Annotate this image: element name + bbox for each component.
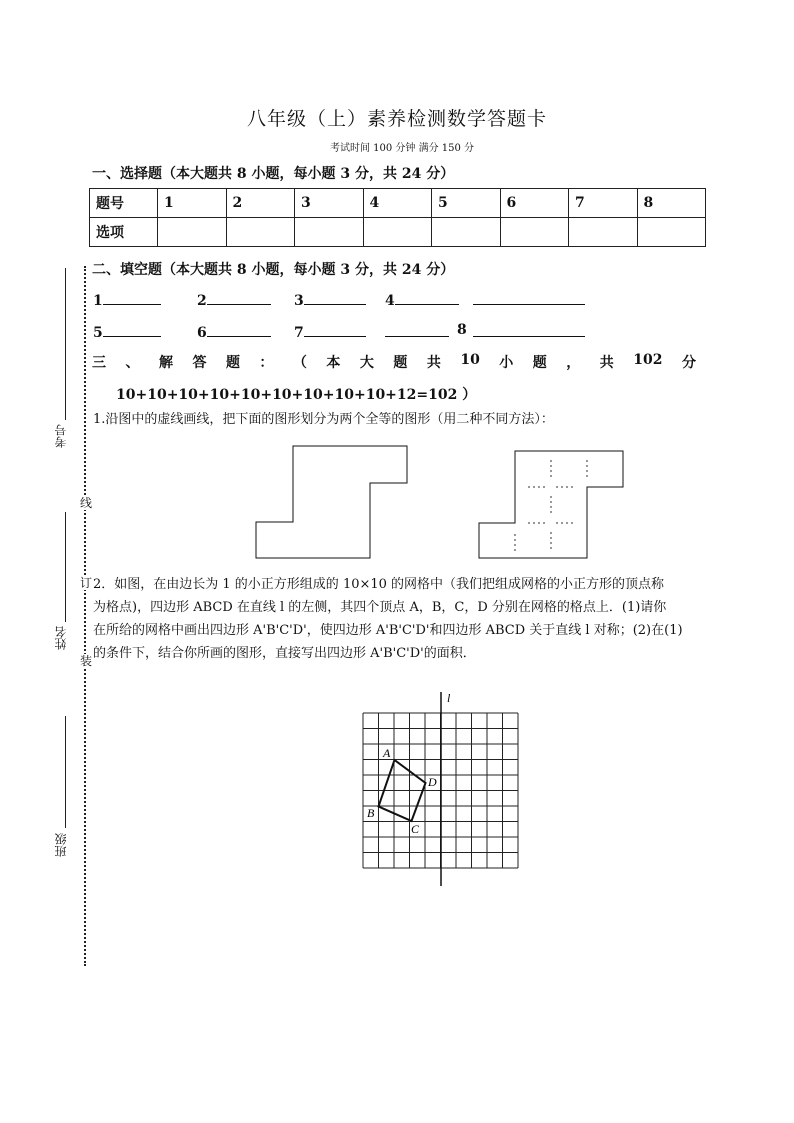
question-2-line-2: 为格点)，四边形 ABCD 在直线 l 的左侧，其四个顶点 A，B，C，D 分别在网格的格点上．(1)请你 (93, 600, 667, 615)
row-label-choice: 选项 (90, 218, 158, 247)
heading-char: 共 (426, 355, 441, 371)
blank-number: 3 (294, 293, 304, 309)
blank-number: 8 (457, 322, 467, 338)
heading-char: ： (259, 355, 274, 371)
heading-char: 、 (125, 355, 140, 371)
heading-char: 题 (225, 355, 240, 371)
heading-char: 三 (92, 355, 106, 371)
seal-char-line: 线 (80, 496, 93, 510)
heading-char: 本 (326, 355, 341, 371)
heading-char: （ (292, 355, 307, 371)
choice-cell[interactable] (363, 218, 432, 247)
question-number: 4 (363, 189, 432, 218)
section3-heading (92, 352, 696, 372)
step-shape-left (250, 440, 415, 566)
blank-number: 7 (294, 325, 304, 341)
class-label: 班级 (54, 833, 68, 857)
heading-char: 共 (599, 355, 614, 371)
choice-cell[interactable] (500, 218, 569, 247)
blank-number: 2 (197, 293, 207, 309)
step-shape-outline (479, 451, 623, 558)
seal-char-pack: 装 (80, 654, 93, 668)
step-shape-right (474, 446, 629, 564)
blank-number: 4 (385, 293, 395, 309)
page-title: 八年级（上）素养检测数学答题卡 (246, 108, 547, 130)
question-2-line-3: 在所给的网格中画出四边形 A'B'C'D'，使四边形 A'B'C'D'和四边形 ABCD 关于直线 l 对称；(2)在(1) (93, 623, 683, 638)
question-number: 8 (637, 189, 706, 218)
binding-dotted-line (84, 266, 86, 966)
heading-char: 解 (158, 355, 173, 371)
class-line (65, 716, 66, 828)
dashed-guides (515, 460, 587, 552)
answer-blank[interactable] (207, 290, 271, 305)
choice-answer-table (89, 188, 706, 247)
name-label: 姓名 (54, 626, 68, 650)
choice-cell[interactable] (158, 218, 227, 247)
section2-heading: 二、填空题（本大题共 8 小题，每小题 3 分，共 24 分） (92, 262, 455, 278)
blank-number: 6 (197, 325, 207, 341)
choice-cell[interactable] (569, 218, 638, 247)
question-number: 2 (226, 189, 295, 218)
answer-blank[interactable] (395, 290, 459, 305)
question-number: 1 (158, 189, 227, 218)
heading-char: 102 (633, 352, 663, 368)
heading-char: 分 (681, 355, 696, 371)
question-number: 5 (432, 189, 501, 218)
answer-blank[interactable] (103, 322, 161, 337)
answer-blank[interactable] (207, 322, 271, 337)
blank-number: 5 (93, 325, 103, 341)
vertex-label-c: C (411, 822, 420, 836)
vertex-label-b: B (367, 806, 375, 820)
vertex-label-d: D (428, 775, 437, 789)
choice-cell[interactable] (432, 218, 501, 247)
choice-cell[interactable] (637, 218, 706, 247)
heading-char: 10 (460, 352, 480, 368)
question-number: 3 (295, 189, 364, 218)
question-number: 7 (569, 189, 638, 218)
heading-char: 题 (532, 355, 547, 371)
question-number: 6 (500, 189, 569, 218)
exam-number-line (65, 268, 66, 420)
row-label-number: 题号 (90, 189, 158, 218)
fill-row-1 (0, 290, 794, 310)
choice-cell[interactable] (226, 218, 295, 247)
question-2-line-4: 的条件下，结合你所画的图形，直接写出四边形 A'B'C'D'的面积． (93, 646, 476, 661)
exam-number-label: 考号 (54, 424, 68, 448)
heading-char: ， (566, 355, 581, 371)
line-label: l (447, 691, 451, 705)
answer-blank[interactable] (304, 322, 366, 337)
table-row-numbers (90, 189, 706, 218)
question-2-line-1: 2．如图，在由边长为 1 的小正方形组成的 10×10 的网格中（我们把组成网格的小正方形的顶点称 (93, 577, 665, 592)
section3-scoring: 10+10+10+10+10+10+10+10+10+12=102 ） (116, 387, 477, 403)
exam-info: 考试时间 100 分钟 满分 150 分 (329, 143, 475, 154)
answer-blank[interactable] (103, 290, 161, 305)
heading-char: 题 (393, 355, 408, 371)
blank-number: 1 (93, 293, 103, 309)
answer-blank[interactable] (304, 290, 366, 305)
choice-cell[interactable] (295, 218, 364, 247)
heading-char: 答 (192, 355, 207, 371)
answer-blank[interactable] (473, 290, 585, 305)
seal-char-bind: 订 (80, 576, 93, 590)
section1-heading: 一、选择题（本大题共 8 小题，每小题 3 分，共 24 分） (92, 166, 455, 182)
answer-blank[interactable] (473, 322, 585, 337)
grid-figure (355, 688, 525, 888)
table-row-choices (90, 218, 706, 247)
heading-char: 大 (359, 355, 374, 371)
heading-char: 小 (499, 355, 514, 371)
name-line (65, 512, 66, 622)
question-1: 1.沿图中的虚线画线，把下面的图形划分为两个全等的图形（用二种不同方法）： (93, 412, 554, 427)
vertex-label-a: A (383, 746, 391, 760)
fill-row-2 (0, 322, 794, 342)
step-shape-outline (256, 446, 407, 558)
answer-blank[interactable] (385, 322, 449, 337)
